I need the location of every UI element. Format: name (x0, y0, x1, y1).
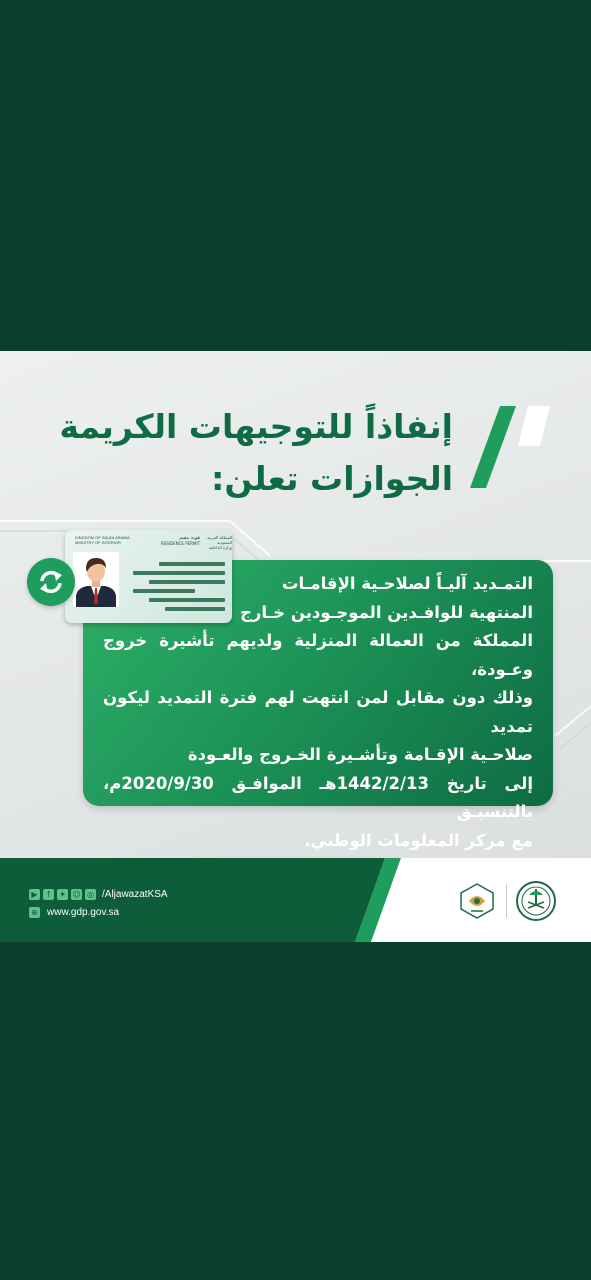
website-url[interactable]: www.gdp.gov.sa (47, 907, 120, 918)
ministry-emblem (515, 880, 557, 922)
brand-slashes (470, 406, 560, 496)
website-link[interactable] (29, 907, 119, 918)
youtube-icon[interactable]: ▶ (29, 889, 40, 900)
social-links (29, 888, 168, 900)
snapchat-icon[interactable]: ☺ (72, 889, 81, 899)
id-photo (73, 552, 119, 607)
globe-icon: ⊕ (29, 907, 40, 918)
refresh-icon (37, 568, 65, 596)
person-avatar-icon (73, 552, 119, 607)
headline-line-2: الجوازات تعلن: (211, 459, 453, 498)
footer-background (0, 858, 591, 942)
twitter-icon[interactable]: ✦ (57, 889, 68, 900)
id-line-1 (159, 562, 225, 566)
residence-id-card-illustration (65, 530, 232, 623)
instagram-icon[interactable]: ◎ (85, 889, 96, 900)
footer-bar (0, 858, 591, 942)
id-line-3 (149, 580, 225, 584)
id-card-title: هوية مقيم RESIDENCE PERMIT (161, 535, 201, 546)
headline (59, 401, 453, 505)
id-line-4 (133, 589, 195, 593)
announcement-line-3: المملكة من العمالة المنزلية ولديهم تأشيرة خروج وعـودة، (103, 631, 533, 679)
id-line-2 (133, 571, 225, 575)
social-handle[interactable]: /AljawazatKSA (102, 888, 168, 900)
id-card-arabic-header: المملكة العربية السعودية وزارة الداخلية (207, 535, 232, 550)
id-line-6 (165, 607, 225, 611)
passports-logo (457, 881, 497, 921)
announcement-poster (0, 351, 591, 942)
facebook-icon[interactable]: f (43, 889, 54, 900)
id-line-5 (149, 598, 225, 602)
announcement-line-5: صلاحـية الإقـامة وتأشـيرة الخـروج والعـودة (187, 745, 533, 764)
logo-divider (506, 884, 507, 918)
announcement-line-6: إلى تاريخ 1442/2/13هـ الموافـق 2020/9/30م، بالتنسيـق (103, 773, 533, 821)
renew-badge (27, 558, 75, 606)
id-card-english-header: KINGDOM OF SAUDI ARABIA MINISTRY OF INTERIOR (75, 535, 130, 545)
announcement-line-1: التمـديد آليـاً لصلاحـية الإقامـات (281, 574, 533, 593)
headline-line-1: إنفاذاً للتوجيهات الكريمة (59, 407, 453, 446)
announcement-line-4: وذلك دون مقابل لمن انتهت لهم فترة التمديد ليكون تمديد (103, 688, 533, 736)
announcement-line-2: المنتهية للوافـدين الموجـودين خـارج (240, 602, 533, 622)
announcement-line-7: مع مركز المعلومات الوطني. (304, 830, 533, 850)
